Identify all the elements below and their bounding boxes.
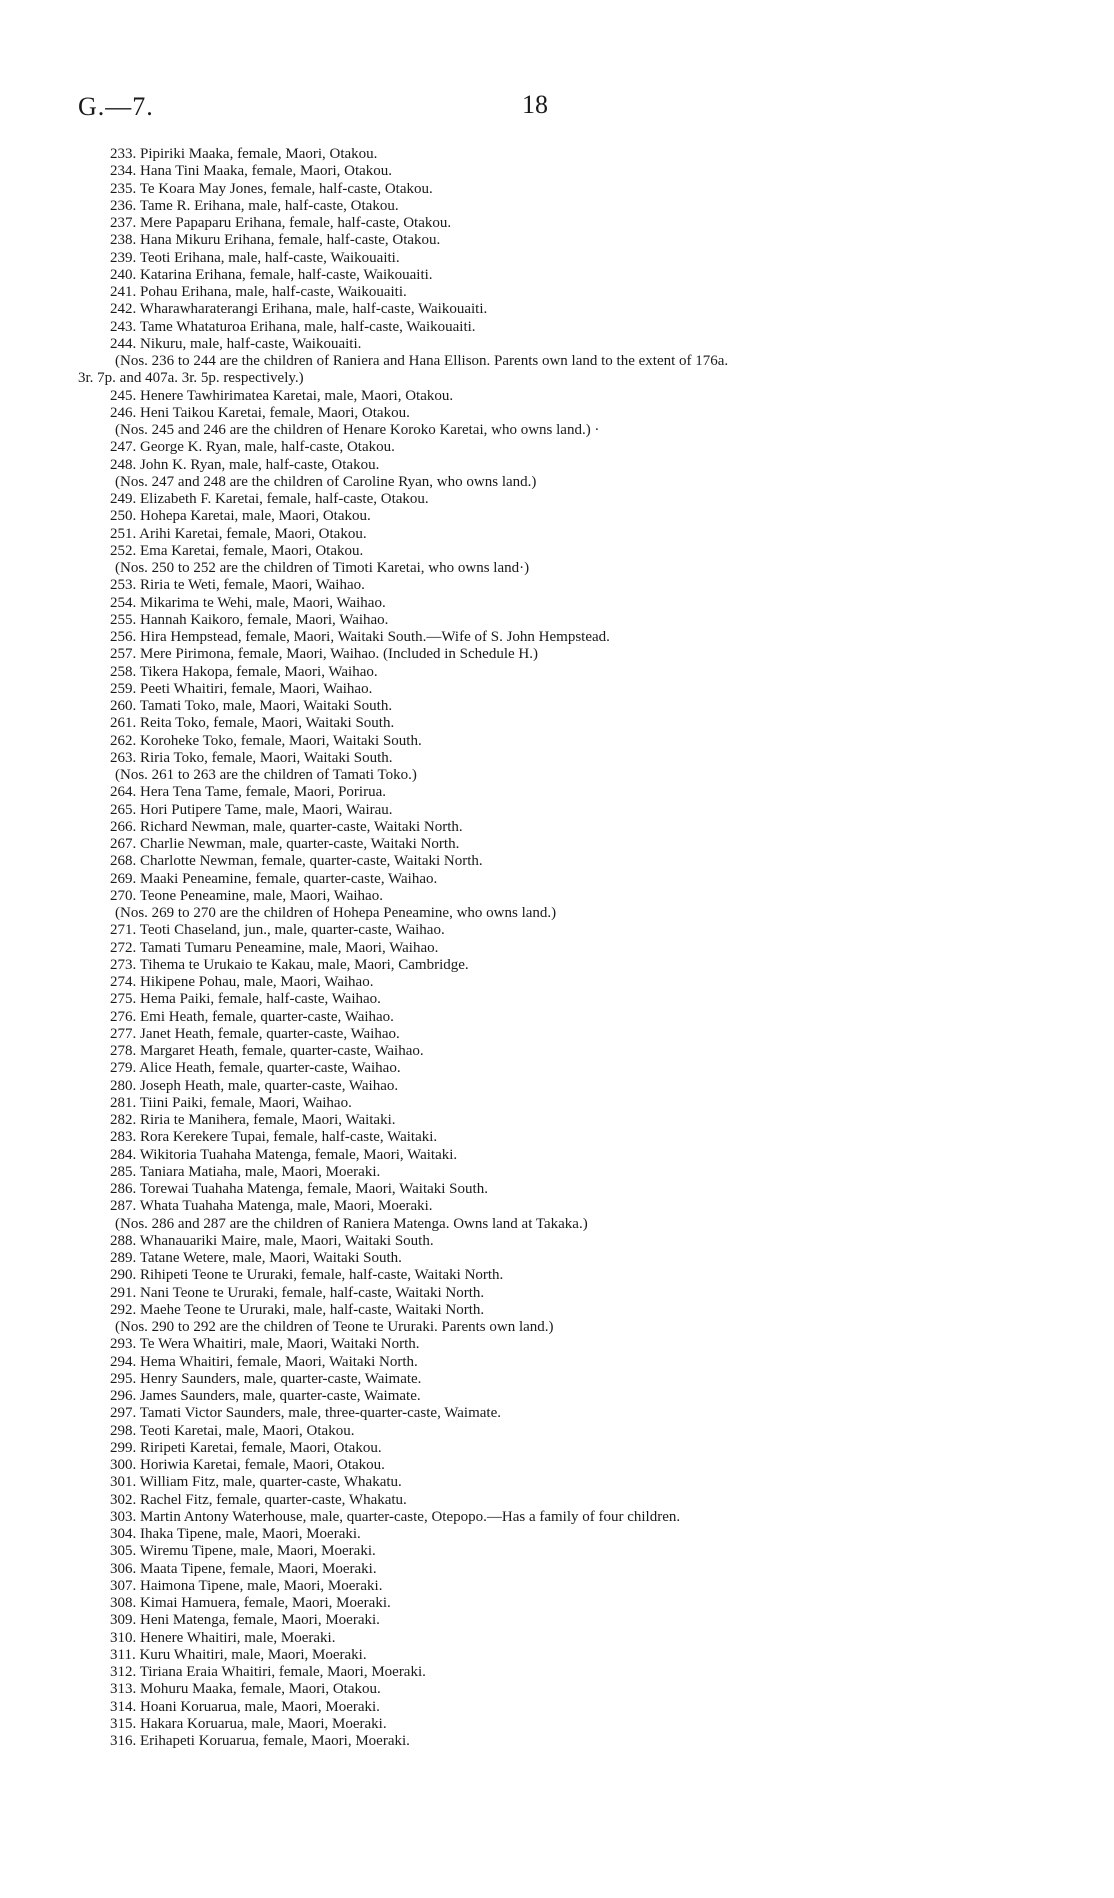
schedule-entry: 251. Arihi Karetai, female, Maori, Otakou.: [110, 525, 367, 542]
schedule-note: (Nos. 261 to 263 are the children of Tamati Toko.): [115, 767, 417, 783]
schedule-note-continuation: 3r. 7p. and 407a. 3r. 5p. respectively.): [78, 370, 304, 387]
schedule-entry: 260. Tamati Toko, male, Maori, Waitaki South.: [110, 698, 393, 714]
schedule-entry: 237. Mere Papaparu Erihana, female, half-caste, Otakou.: [110, 215, 452, 231]
schedule-entry: 270. Teone Peneamine, male, Maori, Waihao.: [110, 887, 383, 904]
schedule-entry: 301. William Fitz, male, quarter-caste, Whakatu.: [110, 1474, 402, 1491]
schedule-entry: 306. Maata Tipene, female, Maori, Moeraki.: [110, 1560, 377, 1577]
schedule-entry: 313. Mohuru Maaka, female, Maori, Otakou.: [110, 1681, 381, 1698]
schedule-entry: 276. Emi Heath, female, quarter-caste, Waihao.: [110, 1008, 394, 1025]
schedule-entry: 294. Hema Whaitiri, female, Maori, Waitaki North.: [110, 1353, 418, 1370]
schedule-note: (Nos. 245 and 246 are the children of Henare Koroko Karetai, who owns land.) ·: [115, 422, 600, 438]
schedule-entry: 234. Hana Tini Maaka, female, Maori, Otakou.: [110, 163, 393, 180]
schedule-entry: 262. Koroheke Toko, female, Maori, Waitaki South.: [110, 732, 422, 749]
schedule-entry: 295. Henry Saunders, male, quarter-caste, Waimate.: [110, 1370, 422, 1387]
schedule-entry: 256. Hira Hempstead, female, Maori, Waitaki South.—Wife of S. John Hempstead.: [110, 629, 610, 645]
page-number: 18: [522, 90, 548, 119]
schedule-entry: 248. John K. Ryan, male, half-caste, Otakou.: [110, 456, 380, 473]
schedule-entry: 240. Katarina Erihana, female, half-caste, Waikouaiti.: [110, 266, 433, 283]
schedule-entry: 253. Riria te Weti, female, Maori, Waihao.: [110, 577, 365, 594]
schedule-entry: 304. Ihaka Tipene, male, Maori, Moeraki.: [110, 1526, 361, 1542]
schedule-entry: 258. Tikera Hakopa, female, Maori, Waihao.: [110, 663, 378, 680]
schedule-entry: 273. Tihema te Urukaio te Kakau, male, Maori, Cambridge.: [110, 956, 469, 973]
schedule-entry: 280. Joseph Heath, male, quarter-caste, Waihao.: [110, 1077, 399, 1094]
schedule-entry: 296. James Saunders, male, quarter-caste, Waimate.: [110, 1388, 421, 1404]
schedule-entry: 316. Erihapeti Koruarua, female, Maori, Moeraki.: [110, 1733, 410, 1749]
schedule-entry: 271. Teoti Chaseland, jun., male, quarter-caste, Waihao.: [110, 922, 445, 939]
schedule-entry: 272. Tamati Tumaru Peneamine, male, Maori, Waihao.: [110, 939, 439, 956]
schedule-entry: 263. Riria Toko, female, Maori, Waitaki South.: [110, 749, 393, 766]
schedule-entry: 266. Richard Newman, male, quarter-caste, Waitaki North.: [110, 818, 463, 835]
schedule-entry: 285. Taniara Matiaha, male, Maori, Moeraki.: [110, 1163, 381, 1180]
schedule-entry: 308. Kimai Hamuera, female, Maori, Moeraki.: [110, 1595, 391, 1611]
schedule-entry: 288. Whanauariki Maire, male, Maori, Waitaki South.: [110, 1232, 434, 1249]
schedule-entry: 241. Pohau Erihana, male, half-caste, Waikouaiti.: [110, 284, 407, 300]
schedule-entry: 307. Haimona Tipene, male, Maori, Moeraki.: [110, 1577, 383, 1594]
schedule-entry: 243. Tame Whataturoa Erihana, male, half-caste, Waikouaiti.: [110, 318, 476, 335]
schedule-entry: 269. Maaki Peneamine, female, quarter-caste, Waihao.: [110, 870, 438, 887]
schedule-entry: 268. Charlotte Newman, female, quarter-caste, Waitaki North.: [110, 853, 483, 870]
schedule-entry: 284. Wikitoria Tuahaha Matenga, female, Maori, Waitaki.: [110, 1146, 458, 1163]
schedule-note: (Nos. 236 to 244 are the children of Raniera and Hana Ellison. Parents own land to the extent of 176a.: [115, 353, 729, 369]
schedule-entry: 275. Hema Paiki, female, half-caste, Waihao.: [110, 991, 381, 1008]
schedule-entry: 315. Hakara Koruarua, male, Maori, Moeraki.: [110, 1715, 387, 1732]
schedule-entry: 277. Janet Heath, female, quarter-caste, Waihao.: [110, 1025, 400, 1042]
schedule-entry: 267. Charlie Newman, male, quarter-caste, Waitaki North.: [110, 836, 460, 852]
schedule-note: (Nos. 269 to 270 are the children of Hohepa Peneamine, who owns land.): [115, 905, 557, 921]
schedule-entry: 246. Heni Taikou Karetai, female, Maori, Otakou.: [110, 404, 410, 421]
schedule-entry: 245. Henere Tawhirimatea Karetai, male, Maori, Otakou.: [110, 387, 454, 404]
schedule-entry: 314. Hoani Koruarua, male, Maori, Moeraki.: [110, 1698, 380, 1715]
schedule-entry: 286. Torewai Tuahaha Matenga, female, Maori, Waitaki South.: [110, 1181, 488, 1197]
schedule-entry: 255. Hannah Kaikoro, female, Maori, Waihao.: [110, 611, 389, 628]
schedule-entry: 264. Hera Tena Tame, female, Maori, Porirua.: [110, 784, 386, 801]
schedule-entry: 238. Hana Mikuru Erihana, female, half-caste, Otakou.: [110, 232, 441, 249]
schedule-entry: 310. Henere Whaitiri, male, Moeraki.: [110, 1629, 336, 1646]
schedule-entry: 252. Ema Karetai, female, Maori, Otakou.: [110, 542, 364, 559]
schedule-entry: 291. Nani Teone te Ururaki, female, half-caste, Waitaki North.: [110, 1284, 485, 1301]
schedule-note: (Nos. 290 to 292 are the children of Teone te Ururaki. Parents own land.): [115, 1319, 554, 1335]
schedule-entry: 303. Martin Antony Waterhouse, male, quarter-caste, Otepopo.—Has a family of four children.: [110, 1508, 681, 1525]
schedule-entry: 309. Heni Matenga, female, Maori, Moeraki.: [110, 1612, 380, 1629]
schedule-entry: 274. Hikipene Pohau, male, Maori, Waihao.: [110, 974, 374, 990]
schedule-note: (Nos. 250 to 252 are the children of Timoti Karetai, who owns land·): [115, 560, 530, 576]
schedule-entry: 244. Nikuru, male, half-caste, Waikouaiti.: [110, 335, 362, 352]
schedule-entry: 289. Tatane Wetere, male, Maori, Waitaki South.: [110, 1250, 402, 1266]
schedule-entry: 257. Mere Pirimona, female, Maori, Waihao. (Included in Schedule H.): [110, 646, 538, 663]
schedule-entry: 282. Riria te Manihera, female, Maori, Waitaki.: [110, 1112, 396, 1128]
schedule-entry: 235. Te Koara May Jones, female, half-caste, Otakou.: [110, 180, 433, 197]
schedule-entry: 278. Margaret Heath, female, quarter-caste, Waihao.: [110, 1043, 424, 1059]
schedule-entry: 283. Rora Kerekere Tupai, female, half-caste, Waitaki.: [110, 1129, 438, 1146]
schedule-entry: 312. Tiriana Eraia Whaitiri, female, Maori, Moeraki.: [110, 1664, 426, 1680]
schedule-entry: 290. Rihipeti Teone te Ururaki, female, half-caste, Waitaki North.: [110, 1267, 504, 1284]
schedule-entry: 300. Horiwia Karetai, female, Maori, Otakou.: [110, 1457, 385, 1473]
schedule-entry: 254. Mikarima te Wehi, male, Maori, Waihao.: [110, 594, 386, 611]
schedule-entry: 311. Kuru Whaitiri, male, Maori, Moeraki.: [110, 1646, 367, 1663]
schedule-entry: 247. George K. Ryan, male, half-caste, Otakou.: [110, 439, 395, 456]
document-reference: G.—7.: [78, 92, 154, 121]
schedule-entry: 233. Pipiriki Maaka, female, Maori, Otakou.: [110, 146, 378, 162]
schedule-entry: 239. Teoti Erihana, male, half-caste, Waikouaiti.: [110, 249, 400, 266]
schedule-entry: 281. Tiini Paiki, female, Maori, Waihao.: [110, 1094, 352, 1111]
schedule-entry: 292. Maehe Teone te Ururaki, male, half-caste, Waitaki North.: [110, 1301, 485, 1318]
schedule-entry: 265. Hori Putipere Tame, male, Maori, Wairau.: [110, 801, 393, 818]
schedule-note: (Nos. 247 and 248 are the children of Caroline Ryan, who owns land.): [115, 473, 537, 490]
schedule-entry: 249. Elizabeth F. Karetai, female, half-caste, Otakou.: [110, 491, 429, 507]
schedule-entry: 302. Rachel Fitz, female, quarter-caste, Whakatu.: [110, 1491, 407, 1508]
schedule-entry: 293. Te Wera Whaitiri, male, Maori, Waitaki North.: [110, 1336, 420, 1353]
schedule-entry: 299. Riripeti Karetai, female, Maori, Otakou.: [110, 1439, 382, 1456]
schedule-entry: 298. Teoti Karetai, male, Maori, Otakou.: [110, 1422, 355, 1439]
schedule-entry: 279. Alice Heath, female, quarter-caste, Waihao.: [110, 1060, 401, 1077]
schedule-note: (Nos. 286 and 287 are the children of Raniera Matenga. Owns land at Takaka.): [115, 1215, 588, 1232]
schedule-entry: 236. Tame R. Erihana, male, half-caste, Otakou.: [110, 197, 399, 214]
schedule-entry: 287. Whata Tuahaha Matenga, male, Maori, Moeraki.: [110, 1198, 433, 1215]
schedule-entry: 305. Wiremu Tipene, male, Maori, Moeraki.: [110, 1543, 376, 1560]
schedule-entry: 259. Peeti Whaitiri, female, Maori, Waihao.: [110, 680, 373, 697]
schedule-entry: 250. Hohepa Karetai, male, Maori, Otakou.: [110, 508, 371, 525]
schedule-list: [0, 146, 1114, 1750]
schedule-entry: 261. Reita Toko, female, Maori, Waitaki South.: [110, 715, 395, 732]
schedule-entry: 297. Tamati Victor Saunders, male, three-quarter-caste, Waimate.: [110, 1405, 501, 1422]
schedule-entry: 242. Wharawharaterangi Erihana, male, half-caste, Waikouaiti.: [110, 301, 488, 318]
